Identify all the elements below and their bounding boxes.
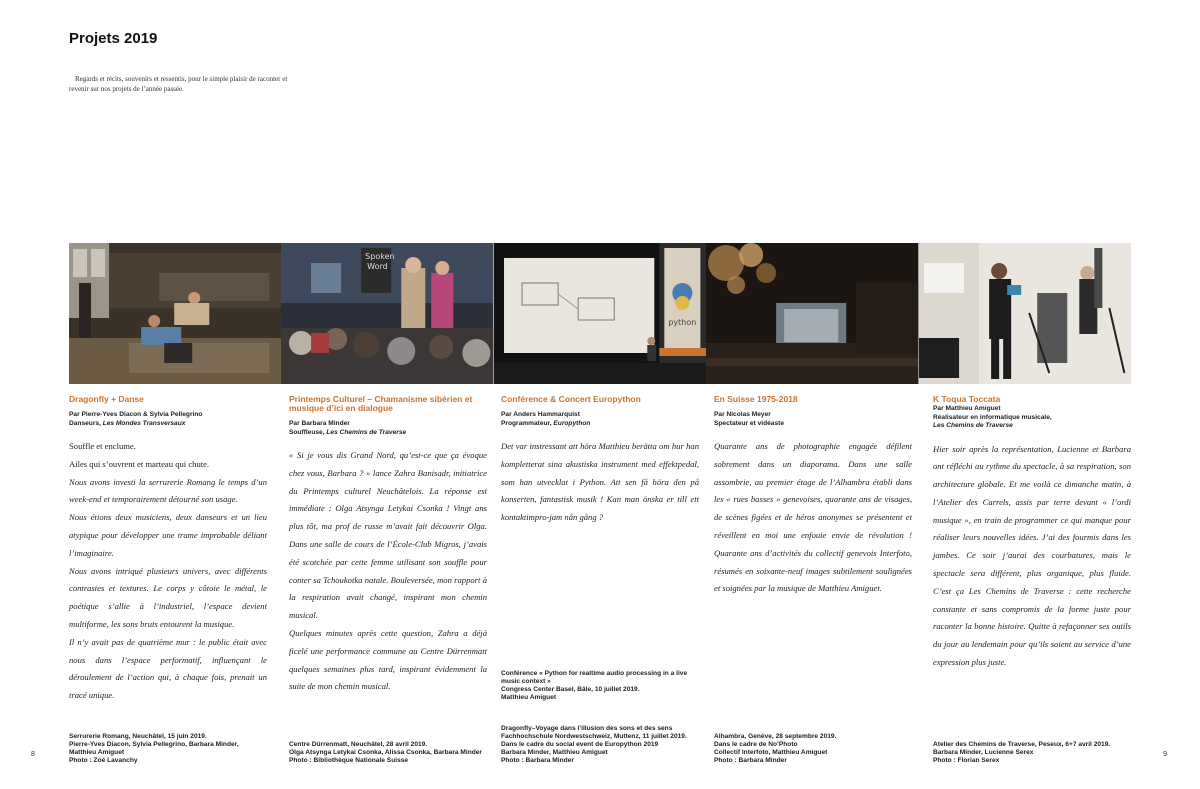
footer-photo-credit: Photo : Bibliothèque Nationale Suisse — [289, 757, 409, 764]
body-paragraph: Quarante ans de photographie engagée défilent sobrement dans un diaporama. Dans une salle assombrie, au premier étage de l’Alhambra établi dans les « rues basses » genevoises, quarante ans de visages, de scènes figées et de héros anonymes se présentent et réveillent en moi une enfouie envie de révolution ! Quarante ans d’activités du collectif genevois Interfoto, résumés en soixante-neuf images subtilement soulignées et soignées par la musique de Matthieu Amiguet. — [714, 441, 912, 594]
conference-title: Conférence « Python for realtime audio processing in a live music context » — [501, 670, 688, 685]
page-number-right: 9 — [1163, 751, 1167, 758]
project-en-suisse — [714, 395, 912, 765]
footer-people: Barbara Minder, Lucienne Serex — [933, 749, 1034, 756]
credit-role: Souffleuse, — [289, 428, 327, 436]
body-paragraph: Ailes qui s’ouvrent et marteau qui chute. — [69, 458, 210, 469]
credit-author: Par Barbara Minder — [289, 420, 350, 427]
project-printemps-culturel — [289, 395, 487, 765]
project-credits — [501, 411, 699, 428]
photo-strip — [69, 243, 1131, 384]
body-paragraph: Souffle et enclume. — [69, 441, 136, 451]
body-paragraph: Nous avons intriqué plusieurs univers, avec différents contrastes et textures. Le corps y côtoie le métal, le poétique s’allie à l’industriel, l’espace devient multiforme, les sons bruts entourent la musique. — [69, 565, 267, 629]
credit-org-line — [933, 422, 1131, 431]
credit-role: Danseurs, — [69, 419, 103, 427]
footer-venue: Alhambra, Genève, 28 septembre 2019. — [714, 733, 837, 740]
project-body — [714, 438, 912, 598]
project-credits — [69, 411, 267, 428]
page-title: Projets 2019 — [69, 30, 158, 47]
photo-k-toqua-toccata — [919, 243, 1131, 384]
project-title: K Toqua Toccata — [933, 394, 1001, 404]
credit-author: Par Anders Hammarquist — [501, 411, 580, 418]
project-credits — [289, 420, 487, 437]
credit-role-line — [714, 420, 912, 429]
conference-note — [501, 670, 699, 702]
conference-venue: Congress Center Basel, Bâle, 10 juillet 2019. — [501, 686, 640, 693]
photo-europython — [494, 243, 706, 384]
project-footer — [933, 741, 1131, 765]
footer-venue: Serrurerie Romang, Neuchâtel, 15 juin 2019. — [69, 733, 207, 740]
project-europython — [501, 395, 699, 765]
footer-photo-credit: Photo : Zoé Lavanchy — [69, 757, 138, 764]
credit-org: Les Chemins de Traverse — [326, 428, 407, 436]
credit-role: Programmateur, — [501, 419, 554, 427]
credit-role-line — [69, 420, 267, 429]
project-title: En Suisse 1975-2018 — [714, 394, 798, 404]
project-credits — [933, 405, 1131, 431]
credit-org: Les Chemins de Traverse — [933, 422, 1013, 429]
footer-photo-credit: Photo : Florian Serex — [933, 757, 1000, 764]
project-title: Conférence & Concert Europython — [501, 394, 641, 404]
footer-context: Dans le cadre du social event de Europython 2019 — [501, 741, 659, 748]
project-footer — [69, 733, 267, 765]
credit-author: Par Nicolas Meyer — [714, 411, 771, 418]
project-k-toqua-toccata — [933, 395, 1131, 765]
footer-people: Barbara Minder, Matthieu Amiguet — [501, 749, 608, 756]
body-paragraph: Il n’y avait pas de quatrième mur : le public était avec nous dans l’espace performatif, influençant le déroulement de l’action qui, à chaque fois, prenait un tracé unique. — [69, 636, 267, 701]
project-body — [289, 447, 487, 696]
footer-context: Dans le cadre de No’Photo — [714, 741, 798, 748]
body-paragraph: Hier soir après la représentation, Lucienne et Barbara ont réfléchi au rythme du spectacle, à sa respiration, son architecture globale. Et me voilà ce dimanche matin, à l’Atelier des Carrels, assis par terre devant « l’ordi musique », en train de programmer ce qui manque pour réaliser leurs nouvelles idées. J’ai des fourmis dans les jambes. Ce soir j’aurai des courbatures, mais le spectacle sera différent, plus organique, plus fluide. C’est ça Les Chemins de Traverse : cette recherche constante et sans compromis de la forme juste pour raconter la bonne histoire. Quitte à refaçonner ses outils du jour au lendemain pour qu’ils soient au service d’une expression plus juste. — [933, 443, 1131, 668]
credit-author: Par Pierre-Yves Diacon & Sylvia Pellegrino — [69, 411, 203, 418]
page-number-left: 8 — [31, 751, 35, 758]
project-footer — [501, 725, 699, 765]
footer-people: Olga Atsynga Letykai Csonka, Alissa Csonka, Barbara Minder — [289, 749, 482, 756]
svg-text:Word: Word — [367, 262, 389, 271]
project-body — [501, 438, 699, 527]
body-paragraph: Det var instressant att höra Matthieu berätta om hur han kompletterat sina akustiska instrument med effektpedal, som han utvecklat i Python. Att sen få höra den på konserten, fantastisk musik ! Kan man önska er till ett kontaktimpro-jam nån gång ? — [501, 441, 699, 523]
project-title: Printemps Culturel – Chamanisme sibérien et musique d’ici en dialogue — [289, 394, 473, 413]
body-paragraph: Nous avons investi la serrurerie Romang le temps d’un week-end et temporairement détourné son usage. — [69, 476, 267, 505]
credit-role-line — [289, 429, 487, 438]
footer-photo-credit: Photo : Barbara Minder — [501, 757, 574, 764]
footer-photo-credit: Photo : Barbara Minder — [714, 757, 787, 764]
body-paragraph: Quelques minutes après cette question, Zahra a déjà ficelé une performance commune au Centre Dürrenmatt quelques semaines plus tard, inspirant évidemment la suite de mon chemin musical. — [289, 627, 487, 692]
footer-event: Dragonfly–Voyage dans l’illusion des sons et des sens — [501, 725, 673, 732]
project-credits — [714, 411, 912, 428]
credit-role-line — [501, 420, 699, 429]
footer-venue: Atelier des Chemins de Traverse, Peseux, 6+7 avril 2019. — [933, 741, 1111, 748]
credit-role: Spectateur et vidéaste — [714, 419, 784, 427]
project-body — [69, 438, 267, 705]
project-title: Dragonfly + Danse — [69, 394, 144, 404]
photo-en-suisse — [706, 243, 918, 384]
footer-people: Collectif Interfoto, Matthieu Amiguet — [714, 749, 828, 756]
svg-text:Spoken: Spoken — [365, 252, 395, 261]
photo-dragonfly-danse — [69, 243, 281, 384]
svg-text:python: python — [668, 318, 697, 327]
credit-org: Europython — [553, 419, 591, 427]
footer-venue: Centre Dürrenmatt, Neuchâtel, 28 avril 2019. — [289, 741, 428, 748]
credit-author: Par Matthieu Amiguet — [933, 405, 1001, 412]
credit-role: Réalisateur en informatique musicale, — [933, 413, 1052, 421]
body-paragraph: « Si je vous dis Grand Nord, qu’est-ce que ça évoque chez vous, Barbara ? » lance Zahra Banisadr, initiatrice du Printemps culturel Neuchâtelois. La réponse est immédiate : Olga Atsynga Letykai Csonka ! Vingt ans plus tôt, ma prof de russe m’avait fait découvrir Olga. Dans une salle de cours de l’École-Club Migros, j’avais été scotchée par cette femme utilisant son souffle pour conter sa Tchoukotka natale. Bouleversée, mon rapport à la respiration avait changé, inspirant mon chemin musical. — [289, 450, 487, 621]
body-paragraph: Nous étions deux musiciens, deux danseurs et un lieu atypique pour développer une trame improbable déliant l’imaginaire. — [69, 512, 267, 558]
photo-printemps-culturel — [281, 243, 493, 384]
footer-people: Pierre-Yves Diacon, Sylvia Pellegrino, Barbara Minder, Matthieu Amiguet — [69, 741, 239, 756]
intro-text: Regards et récits, souvenirs et ressentis, pour le simple plaisir de raconter et revenir sur nos projets de l’année passée. — [69, 75, 288, 93]
project-footer — [289, 741, 487, 765]
credit-org: Les Mondes Transversaux — [102, 419, 186, 427]
footer-venue: Fachhochschule Nordwestschweiz, Muttenz, 11 juillet 2019. — [501, 733, 687, 740]
project-footer — [714, 733, 912, 765]
project-dragonfly-danse — [69, 395, 267, 765]
conference-speaker: Matthieu Amiguet — [501, 694, 557, 701]
project-body — [933, 441, 1131, 672]
